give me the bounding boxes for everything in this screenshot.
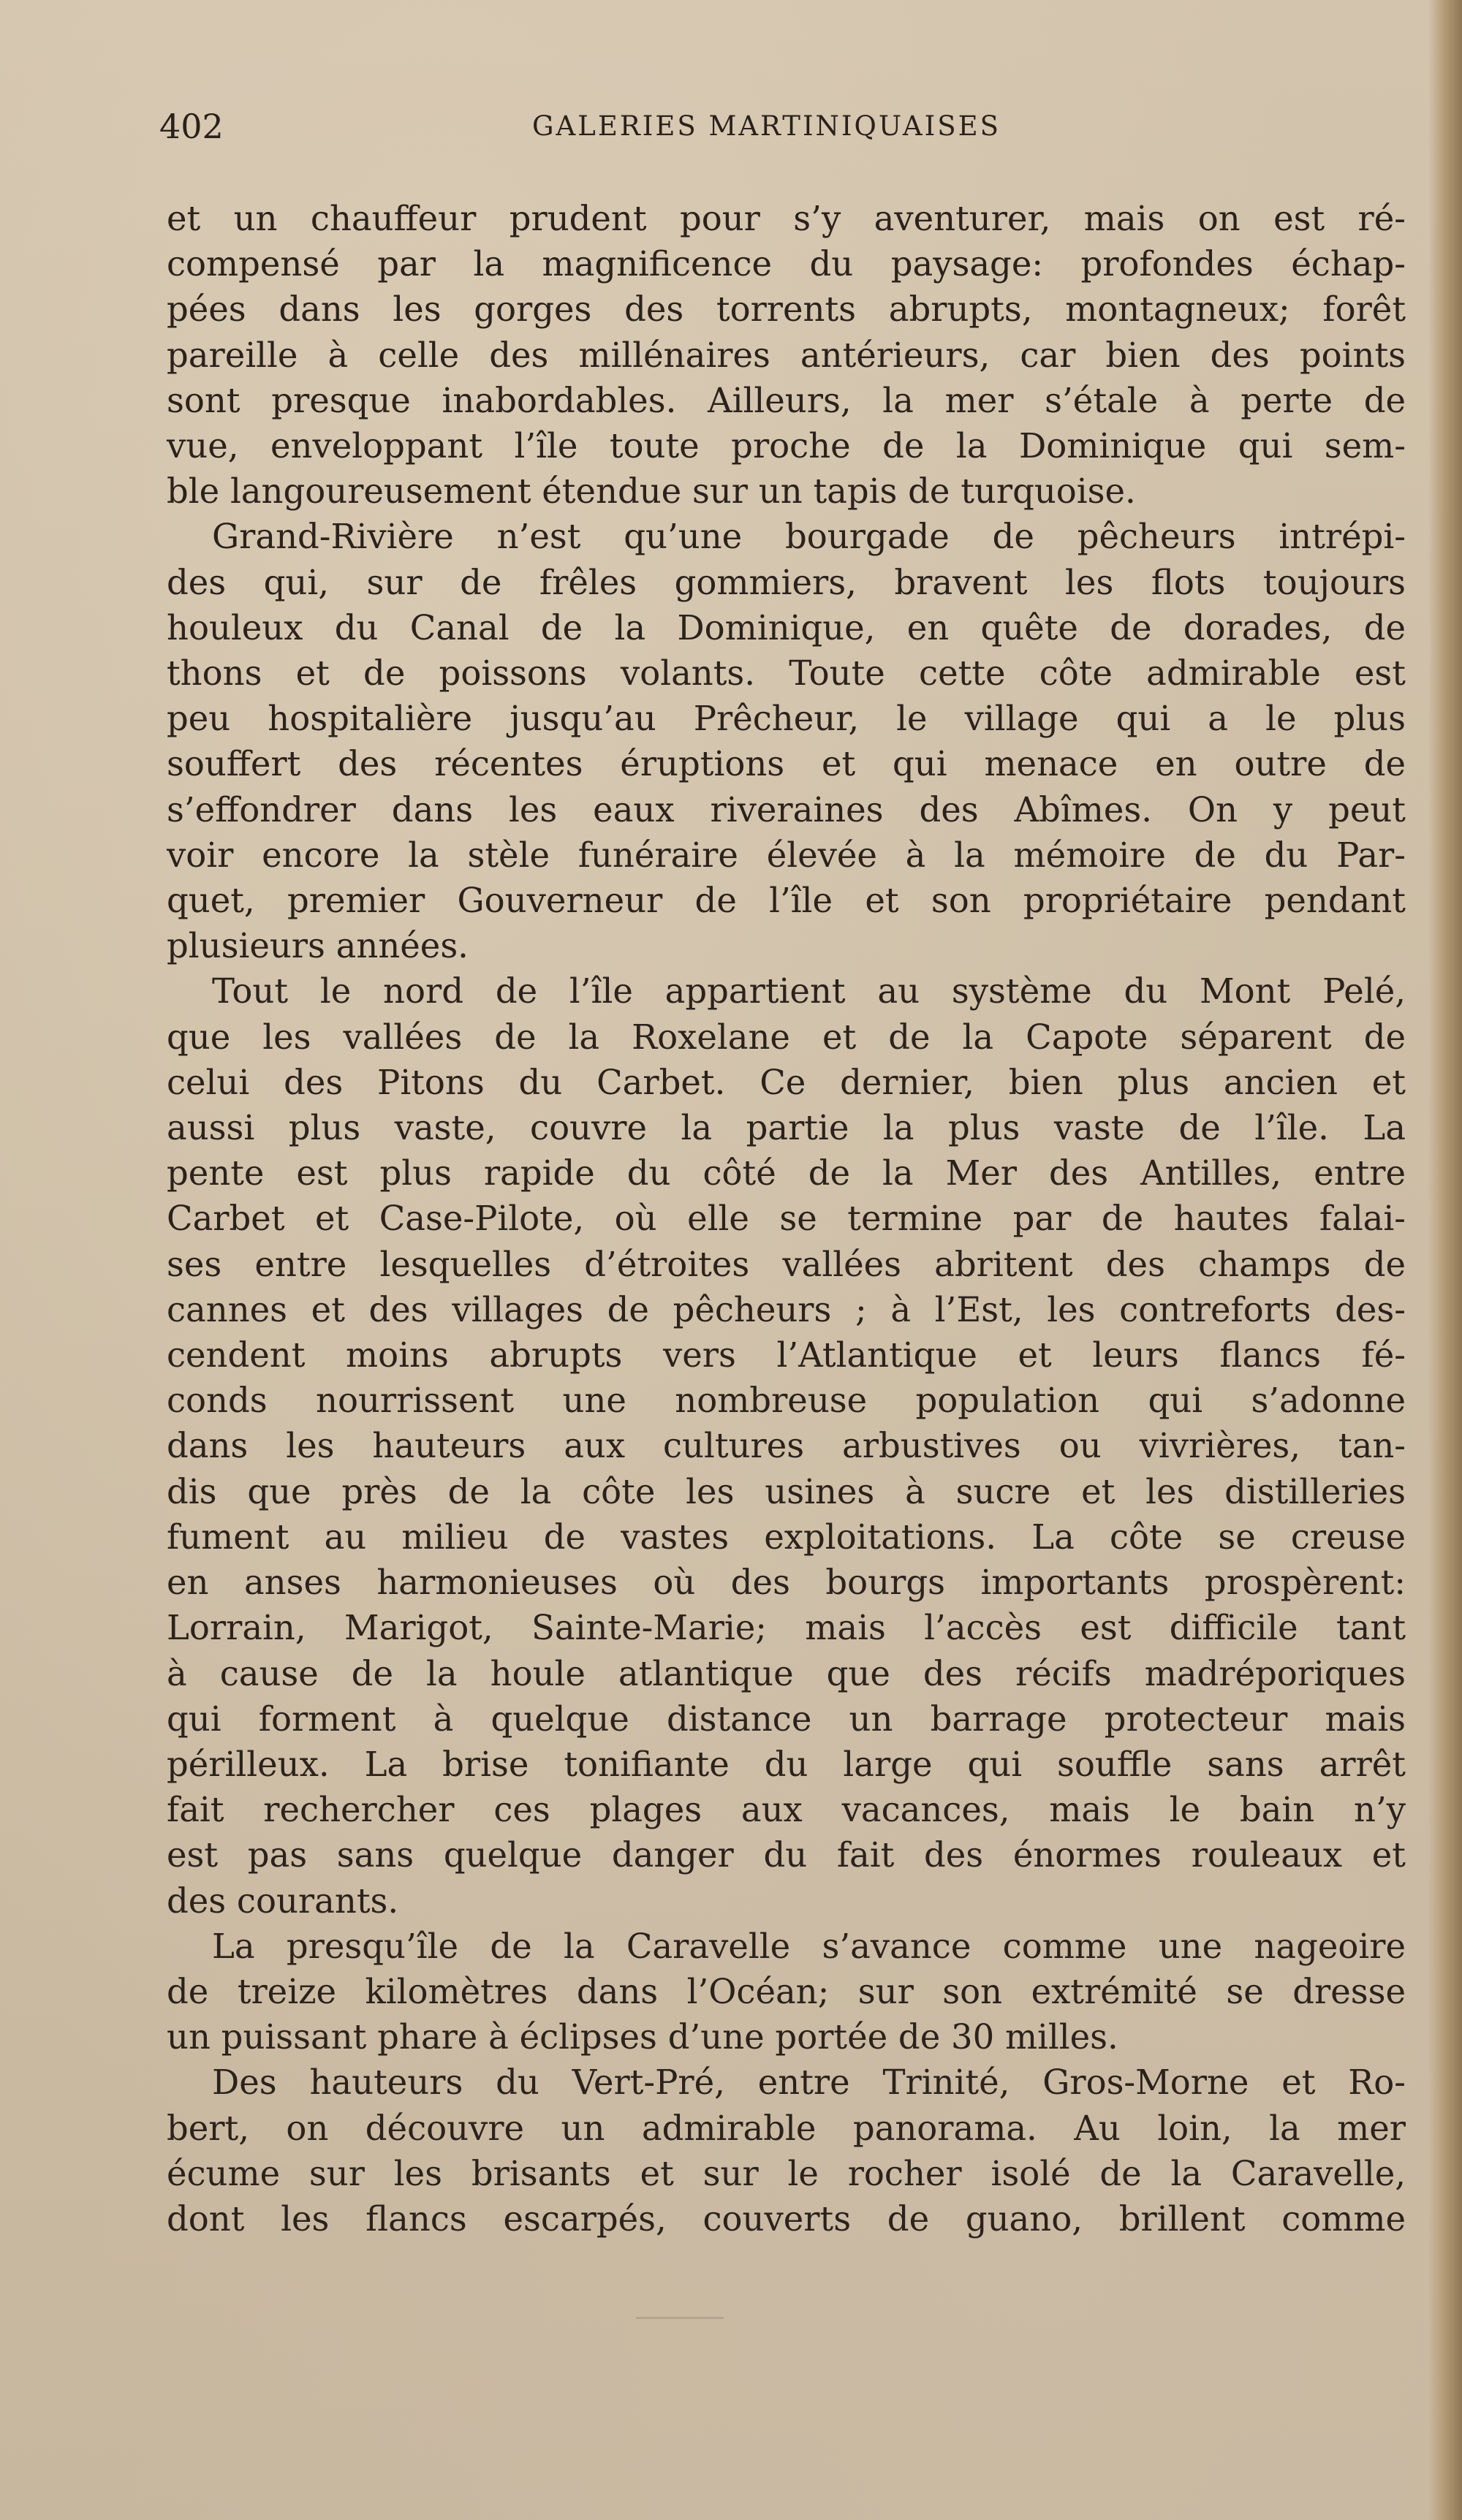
page-number: 402 (159, 107, 224, 146)
text-line: pées dans les gorges des torrents abrupts, montagneux; forêt (167, 289, 1406, 330)
text-line: écume sur les brisants et sur le rocher isolé de la Caravelle, (167, 2153, 1406, 2193)
text-line: cannes et des villages de pêcheurs ; à l’Est, les contreforts des- (167, 1289, 1406, 1329)
text-line: vue, enveloppant l’île toute proche de la Dominique qui sem- (167, 426, 1406, 466)
text-line: en anses harmonieuses où des bourgs importants prospèrent: (167, 1563, 1406, 1603)
text-line: voir encore la stèle funéraire élevée à la mémoire de du Par- (167, 835, 1406, 875)
paragraph (167, 196, 1406, 514)
text-line: s’effondrer dans les eaux riveraines des Abîmes. On y peut (167, 789, 1406, 830)
text-line: fait rechercher ces plages aux vacances, mais le bain n’y (167, 1790, 1406, 1830)
text-line: pente est plus rapide du côté de la Mer des Antilles, entre (167, 1153, 1406, 1193)
text-line: des courants. (167, 1880, 399, 1921)
text-line: dont les flancs escarpés, couverts de guano, brillent comme (167, 2198, 1406, 2239)
text-line: plusieurs années. (167, 926, 469, 966)
text-line: Carbet et Case-Pilote, où elle se termine par de hautes falai- (167, 1199, 1406, 1239)
text-line: Lorrain, Marigot, Sainte-Marie; mais l’accès est difficile tant (167, 1608, 1406, 1648)
text-line: bert, on découvre un admirable panorama. Au loin, la mer (167, 2108, 1406, 2148)
text-line: peu hospitalière jusqu’au Prêcheur, le village qui a le plus (167, 699, 1406, 739)
text-line: souffert des récentes éruptions et qui menace en outre de (167, 744, 1406, 784)
text-line: Tout le nord de l’île appartient au système du Mont Pelé, (212, 971, 1406, 1012)
text-line: houleux du Canal de la Dominique, en quête de dorades, de (167, 607, 1406, 648)
text-line: ses entre lesquelles d’étroites vallées abritent des champs de (167, 1244, 1406, 1284)
paragraph (167, 968, 1406, 1923)
text-line: à cause de la houle atlantique que des récifs madréporiques (167, 1653, 1406, 1693)
paragraph (167, 1924, 1406, 2060)
text-line: dans les hauteurs aux cultures arbustives ou vivrières, tan- (167, 1426, 1406, 1466)
body-text (167, 196, 1406, 2242)
text-line: dis que près de la côte les usines à sucre et les distilleries (167, 1471, 1406, 1511)
text-line: que les vallées de la Roxelane et de la Capote séparent de (167, 1017, 1406, 1057)
smudge-mark (636, 2317, 724, 2319)
text-line: pareille à celle des millénaires antérieurs, car bien des points (167, 335, 1406, 375)
text-line: qui forment à quelque distance un barrage protecteur mais (167, 1699, 1406, 1739)
text-line: fument au milieu de vastes exploitations. La côte se creuse (167, 1517, 1406, 1557)
page-edge-shadow (1428, 0, 1462, 2520)
text-line: des qui, sur de frêles gommiers, bravent les flots toujours (167, 562, 1406, 602)
text-line: cendent moins abrupts vers l’Atlantique et leurs flancs fé- (167, 1335, 1406, 1375)
paragraph (167, 514, 1406, 968)
text-line: ble langoureusement étendue sur un tapis de turquoise. (167, 471, 1136, 512)
text-line: périlleux. La brise tonifiante du large qui souffle sans arrêt (167, 1744, 1406, 1784)
text-line: aussi plus vaste, couvre la partie la plus vaste de l’île. La (167, 1108, 1406, 1148)
text-line: sont presque inabordables. Ailleurs, la mer s’étale à perte de (167, 380, 1406, 420)
text-line: quet, premier Gouverneur de l’île et son propriétaire pendant (167, 881, 1406, 921)
text-line: un puissant phare à éclipses d’une portée de 30 milles. (167, 2017, 1118, 2057)
text-line: est pas sans quelque danger du fait des énormes rouleaux et (167, 1835, 1406, 1875)
running-title: GALERIES MARTINIQUAISES (532, 110, 1001, 142)
text-line: conds nourrissent une nombreuse population qui s’adonne (167, 1381, 1406, 1421)
text-line: thons et de poissons volants. Toute cette côte admirable est (167, 653, 1406, 694)
text-line: Des hauteurs du Vert-Pré, entre Trinité, Gros-Morne et Ro- (212, 2062, 1406, 2103)
text-line: celui des Pitons du Carbet. Ce dernier, bien plus ancien et (167, 1062, 1406, 1102)
text-line: de treize kilomètres dans l’Océan; sur son extrémité se dresse (167, 1971, 1406, 2011)
text-line: Grand-Rivière n’est qu’une bourgade de pêcheurs intrépi- (212, 517, 1406, 557)
text-line: et un chauffeur prudent pour s’y aventurer, mais on est ré- (167, 199, 1406, 238)
text-line: compensé par la magnificence du paysage: profondes échap- (167, 244, 1406, 284)
text-line: La presqu’île de la Caravelle s’avance comme une nageoire (212, 1926, 1406, 1966)
paragraph (167, 2060, 1406, 2242)
running-header (159, 101, 1402, 152)
